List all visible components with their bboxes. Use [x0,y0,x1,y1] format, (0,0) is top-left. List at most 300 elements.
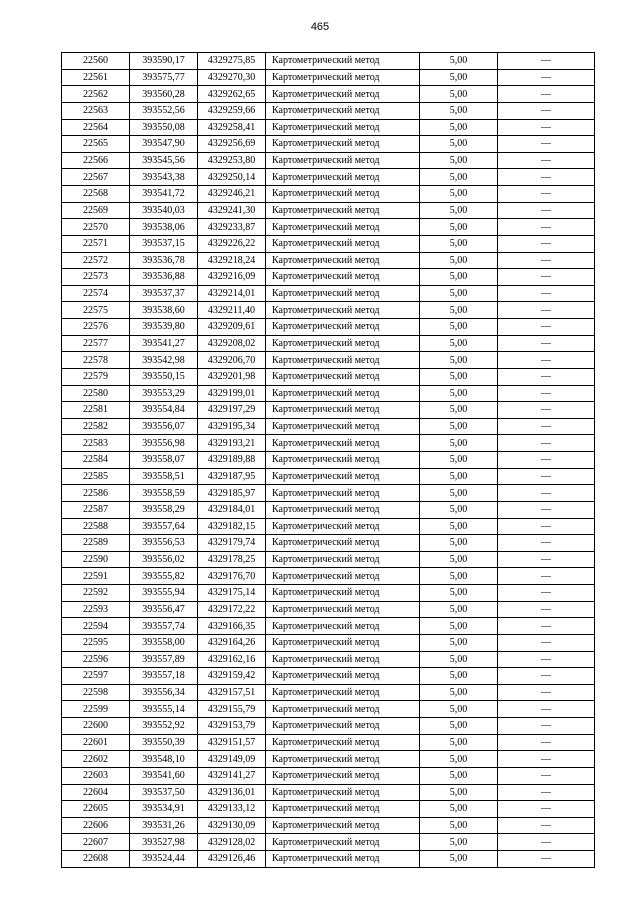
note-cell: — [498,485,595,502]
note-cell: — [498,285,595,302]
method-cell: Картометрический метод [266,352,420,369]
accuracy-cell: 5,00 [420,335,498,352]
coord-x-cell: 393550,39 [130,734,198,751]
coord-y-cell: 4329185,97 [198,485,266,502]
point-number-cell: 22562 [62,86,130,103]
note-cell: — [498,518,595,535]
table-row [62,186,595,203]
note-cell: — [498,102,595,119]
coord-y-cell: 4329214,01 [198,285,266,302]
coord-y-cell: 4329175,14 [198,585,266,602]
accuracy-cell: 5,00 [420,485,498,502]
method-cell: Картометрический метод [266,618,420,635]
point-number-cell: 22607 [62,834,130,851]
note-cell: — [498,568,595,585]
accuracy-cell: 5,00 [420,468,498,485]
note-cell: — [498,368,595,385]
table-row [62,718,595,735]
accuracy-cell: 5,00 [420,53,498,70]
note-cell: — [498,634,595,651]
accuracy-cell: 5,00 [420,302,498,319]
note-cell: — [498,751,595,768]
accuracy-cell: 5,00 [420,801,498,818]
method-cell: Картометрический метод [266,269,420,286]
method-cell: Картометрический метод [266,435,420,452]
method-cell: Картометрический метод [266,601,420,618]
coord-x-cell: 393575,77 [130,69,198,86]
point-number-cell: 22590 [62,551,130,568]
method-cell: Картометрический метод [266,585,420,602]
note-cell: — [498,452,595,469]
table-row [62,102,595,119]
point-number-cell: 22605 [62,801,130,818]
coord-x-cell: 393556,02 [130,551,198,568]
method-cell: Картометрический метод [266,86,420,103]
coord-y-cell: 4329153,79 [198,718,266,735]
table-row [62,817,595,834]
method-cell: Картометрический метод [266,102,420,119]
coordinates-table [61,52,595,868]
point-number-cell: 22570 [62,219,130,236]
coord-x-cell: 393550,15 [130,368,198,385]
method-cell: Картометрический метод [266,136,420,153]
table-row [62,684,595,701]
coord-y-cell: 4329275,85 [198,53,266,70]
table-row [62,285,595,302]
coord-y-cell: 4329226,22 [198,235,266,252]
coord-x-cell: 393537,37 [130,285,198,302]
coord-x-cell: 393545,56 [130,152,198,169]
coord-x-cell: 393536,88 [130,269,198,286]
accuracy-cell: 5,00 [420,102,498,119]
accuracy-cell: 5,00 [420,834,498,851]
accuracy-cell: 5,00 [420,751,498,768]
coord-x-cell: 393548,10 [130,751,198,768]
coord-y-cell: 4329159,42 [198,668,266,685]
accuracy-cell: 5,00 [420,69,498,86]
note-cell: — [498,335,595,352]
point-number-cell: 22583 [62,435,130,452]
accuracy-cell: 5,00 [420,319,498,336]
coord-x-cell: 393547,90 [130,136,198,153]
coord-y-cell: 4329208,02 [198,335,266,352]
coord-y-cell: 4329216,09 [198,269,266,286]
coord-y-cell: 4329253,80 [198,152,266,169]
coord-x-cell: 393543,38 [130,169,198,186]
method-cell: Картометрический метод [266,851,420,868]
accuracy-cell: 5,00 [420,784,498,801]
coord-x-cell: 393557,64 [130,518,198,535]
coord-y-cell: 4329176,70 [198,568,266,585]
coord-y-cell: 4329162,16 [198,651,266,668]
table-row [62,435,595,452]
method-cell: Картометрический метод [266,252,420,269]
accuracy-cell: 5,00 [420,352,498,369]
point-number-cell: 22564 [62,119,130,136]
point-number-cell: 22596 [62,651,130,668]
coord-x-cell: 393552,92 [130,718,198,735]
method-cell: Картометрический метод [266,668,420,685]
method-cell: Картометрический метод [266,319,420,336]
coord-y-cell: 4329187,95 [198,468,266,485]
accuracy-cell: 5,00 [420,435,498,452]
accuracy-cell: 5,00 [420,618,498,635]
accuracy-cell: 5,00 [420,585,498,602]
point-number-cell: 22608 [62,851,130,868]
accuracy-cell: 5,00 [420,568,498,585]
coord-y-cell: 4329241,30 [198,202,266,219]
point-number-cell: 22575 [62,302,130,319]
table-row [62,568,595,585]
coord-y-cell: 4329209,61 [198,319,266,336]
coord-x-cell: 393558,29 [130,501,198,518]
accuracy-cell: 5,00 [420,601,498,618]
coord-y-cell: 4329218,24 [198,252,266,269]
method-cell: Картометрический метод [266,119,420,136]
note-cell: — [498,784,595,801]
accuracy-cell: 5,00 [420,418,498,435]
coord-x-cell: 393555,94 [130,585,198,602]
table-row [62,618,595,635]
coord-x-cell: 393524,44 [130,851,198,868]
method-cell: Картометрический метод [266,701,420,718]
coord-y-cell: 4329258,41 [198,119,266,136]
method-cell: Картометрический метод [266,535,420,552]
point-number-cell: 22597 [62,668,130,685]
note-cell: — [498,601,595,618]
table-row [62,585,595,602]
coord-x-cell: 393552,56 [130,102,198,119]
point-number-cell: 22593 [62,601,130,618]
point-number-cell: 22577 [62,335,130,352]
coord-y-cell: 4329149,09 [198,751,266,768]
coord-x-cell: 393555,82 [130,568,198,585]
table-row [62,235,595,252]
point-number-cell: 22599 [62,701,130,718]
coord-y-cell: 4329195,34 [198,418,266,435]
method-cell: Картометрический метод [266,684,420,701]
coord-y-cell: 4329128,02 [198,834,266,851]
accuracy-cell: 5,00 [420,119,498,136]
accuracy-cell: 5,00 [420,701,498,718]
note-cell: — [498,219,595,236]
note-cell: — [498,302,595,319]
table-row [62,551,595,568]
table-row [62,202,595,219]
table-row [62,701,595,718]
accuracy-cell: 5,00 [420,501,498,518]
coord-y-cell: 4329155,79 [198,701,266,718]
point-number-cell: 22598 [62,684,130,701]
method-cell: Картометрический метод [266,69,420,86]
coord-x-cell: 393542,98 [130,352,198,369]
coord-x-cell: 393558,59 [130,485,198,502]
point-number-cell: 22574 [62,285,130,302]
coord-y-cell: 4329211,40 [198,302,266,319]
point-number-cell: 22572 [62,252,130,269]
point-number-cell: 22591 [62,568,130,585]
note-cell: — [498,169,595,186]
note-cell: — [498,136,595,153]
accuracy-cell: 5,00 [420,452,498,469]
coord-x-cell: 393557,74 [130,618,198,635]
coord-x-cell: 393537,50 [130,784,198,801]
method-cell: Картометрический метод [266,53,420,70]
accuracy-cell: 5,00 [420,368,498,385]
accuracy-cell: 5,00 [420,518,498,535]
note-cell: — [498,402,595,419]
point-number-cell: 22578 [62,352,130,369]
accuracy-cell: 5,00 [420,186,498,203]
coord-y-cell: 4329130,09 [198,817,266,834]
point-number-cell: 22568 [62,186,130,203]
coord-x-cell: 393556,47 [130,601,198,618]
method-cell: Картометрический метод [266,468,420,485]
note-cell: — [498,851,595,868]
table-row [62,651,595,668]
coord-x-cell: 393541,27 [130,335,198,352]
table-row [62,319,595,336]
coord-x-cell: 393558,07 [130,452,198,469]
table-row [62,485,595,502]
coord-y-cell: 4329179,74 [198,535,266,552]
coord-y-cell: 4329206,70 [198,352,266,369]
coord-x-cell: 393554,84 [130,402,198,419]
accuracy-cell: 5,00 [420,136,498,153]
table-row [62,801,595,818]
point-number-cell: 22589 [62,535,130,552]
method-cell: Картометрический метод [266,368,420,385]
coord-x-cell: 393538,06 [130,219,198,236]
note-cell: — [498,352,595,369]
coord-x-cell: 393534,91 [130,801,198,818]
coord-y-cell: 4329197,29 [198,402,266,419]
accuracy-cell: 5,00 [420,634,498,651]
note-cell: — [498,418,595,435]
note-cell: — [498,252,595,269]
accuracy-cell: 5,00 [420,767,498,784]
coord-x-cell: 393550,08 [130,119,198,136]
coord-y-cell: 4329184,01 [198,501,266,518]
coord-y-cell: 4329201,98 [198,368,266,385]
note-cell: — [498,651,595,668]
table-row [62,53,595,70]
point-number-cell: 22594 [62,618,130,635]
point-number-cell: 22582 [62,418,130,435]
table-row [62,784,595,801]
note-cell: — [498,435,595,452]
coord-x-cell: 393541,72 [130,186,198,203]
method-cell: Картометрический метод [266,235,420,252]
note-cell: — [498,319,595,336]
table-row [62,668,595,685]
table-row [62,86,595,103]
point-number-cell: 22585 [62,468,130,485]
coord-y-cell: 4329151,57 [198,734,266,751]
coord-x-cell: 393553,29 [130,385,198,402]
coord-y-cell: 4329178,25 [198,551,266,568]
coord-y-cell: 4329157,51 [198,684,266,701]
note-cell: — [498,202,595,219]
coord-y-cell: 4329141,27 [198,767,266,784]
coord-x-cell: 393537,15 [130,235,198,252]
method-cell: Картометрический метод [266,302,420,319]
point-number-cell: 22561 [62,69,130,86]
table-row [62,501,595,518]
table-row [62,535,595,552]
coord-x-cell: 393590,17 [130,53,198,70]
point-number-cell: 22579 [62,368,130,385]
coord-x-cell: 393556,07 [130,418,198,435]
note-cell: — [498,535,595,552]
method-cell: Картометрический метод [266,285,420,302]
table-row [62,734,595,751]
note-cell: — [498,801,595,818]
point-number-cell: 22565 [62,136,130,153]
coord-y-cell: 4329199,01 [198,385,266,402]
note-cell: — [498,718,595,735]
point-number-cell: 22601 [62,734,130,751]
point-number-cell: 22584 [62,452,130,469]
table-row [62,385,595,402]
coord-x-cell: 393558,00 [130,634,198,651]
method-cell: Картометрический метод [266,634,420,651]
method-cell: Картометрический метод [266,186,420,203]
point-number-cell: 22604 [62,784,130,801]
table-row [62,851,595,868]
accuracy-cell: 5,00 [420,684,498,701]
method-cell: Картометрический метод [266,169,420,186]
table-row [62,452,595,469]
coord-y-cell: 4329182,15 [198,518,266,535]
method-cell: Картометрический метод [266,202,420,219]
point-number-cell: 22592 [62,585,130,602]
point-number-cell: 22573 [62,269,130,286]
method-cell: Картометрический метод [266,335,420,352]
accuracy-cell: 5,00 [420,734,498,751]
coord-y-cell: 4329172,22 [198,601,266,618]
accuracy-cell: 5,00 [420,402,498,419]
method-cell: Картометрический метод [266,718,420,735]
coord-y-cell: 4329259,66 [198,102,266,119]
note-cell: — [498,69,595,86]
accuracy-cell: 5,00 [420,152,498,169]
note-cell: — [498,86,595,103]
coord-y-cell: 4329246,21 [198,186,266,203]
note-cell: — [498,53,595,70]
coord-x-cell: 393556,98 [130,435,198,452]
coord-y-cell: 4329136,01 [198,784,266,801]
table-row [62,767,595,784]
point-number-cell: 22581 [62,402,130,419]
table-row [62,119,595,136]
note-cell: — [498,618,595,635]
method-cell: Картометрический метод [266,767,420,784]
page-number: 465 [310,21,330,33]
point-number-cell: 22560 [62,53,130,70]
point-number-cell: 22588 [62,518,130,535]
coord-y-cell: 4329193,21 [198,435,266,452]
method-cell: Картометрический метод [266,418,420,435]
table-row [62,252,595,269]
coord-y-cell: 4329126,46 [198,851,266,868]
coord-x-cell: 393536,78 [130,252,198,269]
point-number-cell: 22576 [62,319,130,336]
table-row [62,368,595,385]
table-row [62,518,595,535]
method-cell: Картометрический метод [266,402,420,419]
accuracy-cell: 5,00 [420,285,498,302]
point-number-cell: 22595 [62,634,130,651]
table-row [62,352,595,369]
point-number-cell: 22580 [62,385,130,402]
method-cell: Картометрический метод [266,385,420,402]
point-number-cell: 22602 [62,751,130,768]
note-cell: — [498,152,595,169]
note-cell: — [498,668,595,685]
coord-x-cell: 393539,80 [130,319,198,336]
method-cell: Картометрический метод [266,834,420,851]
coord-x-cell: 393557,18 [130,668,198,685]
accuracy-cell: 5,00 [420,235,498,252]
point-number-cell: 22563 [62,102,130,119]
coord-y-cell: 4329233,87 [198,219,266,236]
coord-y-cell: 4329256,69 [198,136,266,153]
coord-y-cell: 4329250,14 [198,169,266,186]
table-row [62,152,595,169]
note-cell: — [498,585,595,602]
table-row [62,69,595,86]
table-row [62,269,595,286]
table-row [62,601,595,618]
coord-x-cell: 393531,26 [130,817,198,834]
point-number-cell: 22606 [62,817,130,834]
accuracy-cell: 5,00 [420,202,498,219]
method-cell: Картометрический метод [266,784,420,801]
accuracy-cell: 5,00 [420,219,498,236]
method-cell: Картометрический метод [266,152,420,169]
table-row [62,169,595,186]
point-number-cell: 22587 [62,501,130,518]
accuracy-cell: 5,00 [420,851,498,868]
method-cell: Картометрический метод [266,518,420,535]
coord-y-cell: 4329166,35 [198,618,266,635]
method-cell: Картометрический метод [266,551,420,568]
note-cell: — [498,834,595,851]
method-cell: Картометрический метод [266,501,420,518]
accuracy-cell: 5,00 [420,252,498,269]
point-number-cell: 22586 [62,485,130,502]
table-row [62,468,595,485]
coordinates-table-body [62,53,595,868]
accuracy-cell: 5,00 [420,385,498,402]
accuracy-cell: 5,00 [420,169,498,186]
table-row [62,402,595,419]
coord-x-cell: 393527,98 [130,834,198,851]
method-cell: Картометрический метод [266,485,420,502]
table-row [62,634,595,651]
table-row [62,418,595,435]
coord-x-cell: 393558,51 [130,468,198,485]
accuracy-cell: 5,00 [420,718,498,735]
coord-x-cell: 393555,14 [130,701,198,718]
method-cell: Картометрический метод [266,817,420,834]
note-cell: — [498,119,595,136]
point-number-cell: 22567 [62,169,130,186]
note-cell: — [498,269,595,286]
note-cell: — [498,734,595,751]
point-number-cell: 22571 [62,235,130,252]
